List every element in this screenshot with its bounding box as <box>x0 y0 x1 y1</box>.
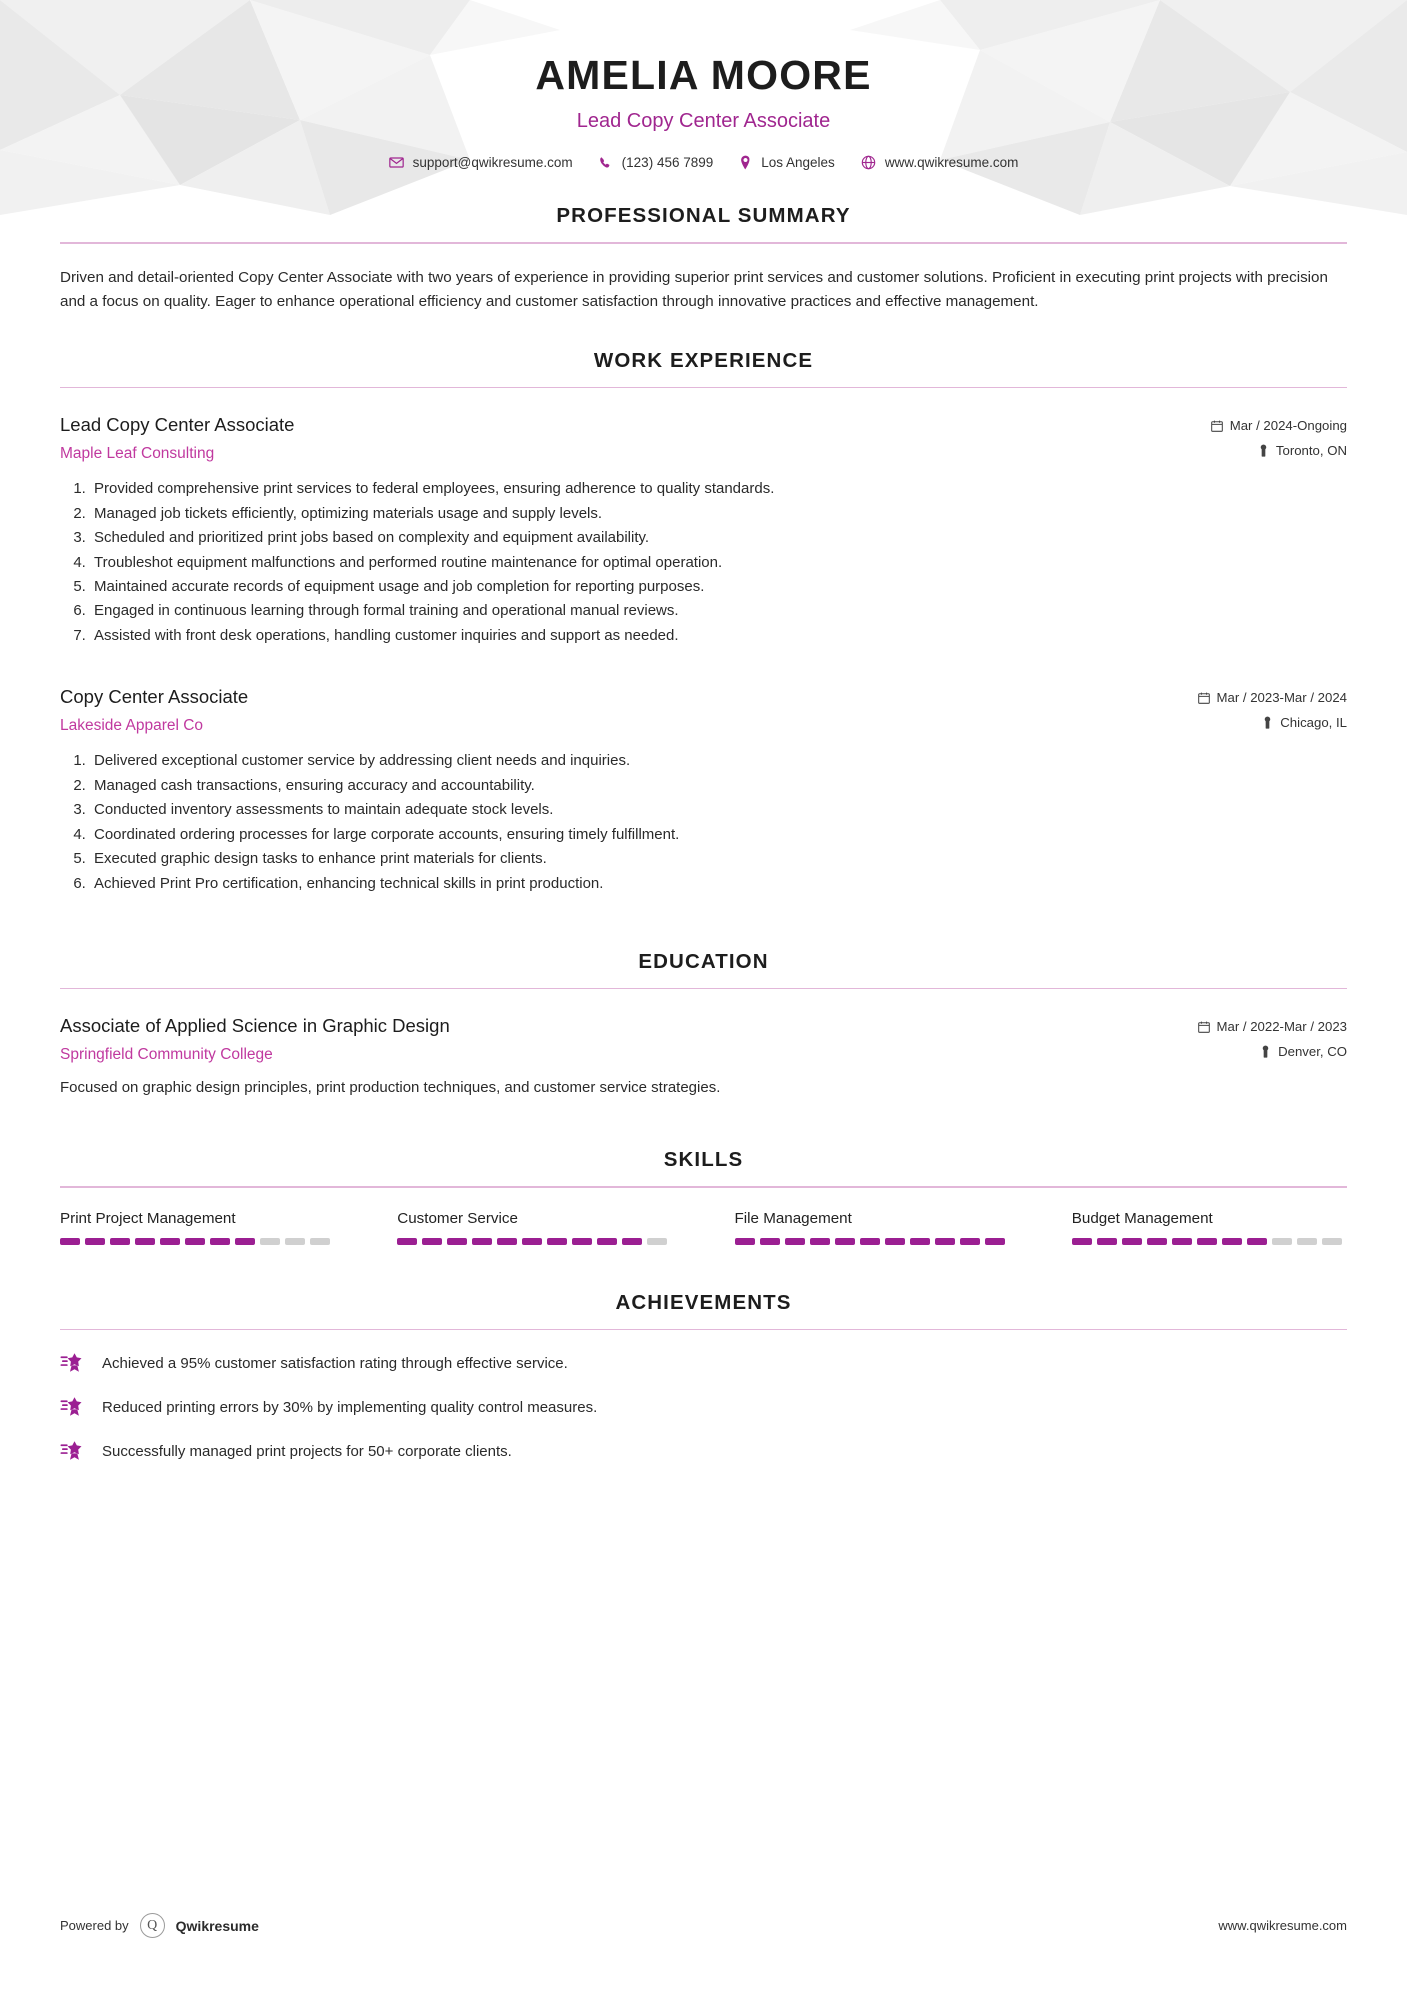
map-pin-icon <box>1258 444 1269 457</box>
bullet-item: 1. Delivered exceptional customer service by addressing client needs and inquiries. <box>90 749 1347 773</box>
bullet-item: 3. Scheduled and prioritized print jobs based on complexity and equipment availability. <box>90 526 1347 550</box>
bullet-item: 3. Conducted inventory assessments to maintain adequate stock levels. <box>90 798 1347 822</box>
achievement-text: Reduced printing errors by 30% by implementing quality control measures. <box>102 1398 598 1416</box>
qwikresume-logo-icon: Q <box>140 1913 165 1938</box>
skill-dash <box>447 1238 467 1245</box>
contact-phone[interactable] <box>599 155 714 170</box>
education-entry <box>60 1015 1347 1100</box>
experience-dates-text: Mar / 2023-Mar / 2024 <box>1216 690 1347 706</box>
skill-dash <box>1122 1238 1142 1245</box>
contact-email-text: support@qwikresume.com <box>412 155 573 170</box>
experience-location <box>1132 443 1347 458</box>
contact-location-text: Los Angeles <box>761 155 835 170</box>
experience-bullets <box>60 749 1347 896</box>
summary-text: Driven and detail-oriented Copy Center Associate with two years of experience in providing superior print services and customer solutions. Proficient in executing print projects with precision and a focus on quality. Eager to enhance operational efficiency and customer satisfaction through innovative practices and effective management. <box>60 268 1328 311</box>
skill-meter <box>60 1238 335 1245</box>
skill-dash <box>1272 1238 1292 1245</box>
bullet-item: 6. Achieved Print Pro certification, enhancing technical skills in print production. <box>90 872 1347 896</box>
envelope-icon <box>389 155 404 170</box>
skill-label: File Management <box>734 1209 852 1227</box>
section-title-achievements: ACHIEVEMENTS <box>615 1290 792 1314</box>
bullet-item: 5. Maintained accurate records of equipment usage and job completion for reporting purposes. <box>90 575 1347 599</box>
skill-meter <box>397 1238 672 1245</box>
section-work-experience <box>60 349 1347 896</box>
experience-location <box>1132 715 1347 730</box>
experience-role: Copy Center Associate <box>60 686 249 708</box>
skill-dash <box>960 1238 980 1245</box>
skill-item <box>1072 1210 1347 1245</box>
experience-dates <box>1132 418 1347 433</box>
achievement-item <box>60 1352 1347 1374</box>
skill-dash <box>1222 1238 1242 1245</box>
footer-brand[interactable] <box>60 1913 259 1938</box>
skill-dash <box>885 1238 905 1245</box>
star-badge-icon <box>60 1396 86 1418</box>
skill-dash <box>735 1238 755 1245</box>
section-achievements <box>60 1291 1347 1463</box>
skill-meter <box>735 1238 1010 1245</box>
skill-label: Budget Management <box>1071 1209 1213 1227</box>
skill-dash <box>860 1238 880 1245</box>
experience-entry <box>60 686 1347 896</box>
contact-website[interactable] <box>861 155 1019 170</box>
achievement-text: Successfully managed print projects for 50+ corporate clients. <box>102 1442 512 1460</box>
skill-dash <box>1172 1238 1192 1245</box>
calendar-icon <box>1198 692 1210 704</box>
bullet-item: 2. Managed job tickets efficiently, optimizing materials usage and supply levels. <box>90 502 1347 526</box>
skill-dash <box>597 1238 617 1245</box>
experience-bullets <box>60 477 1347 648</box>
contact-row <box>60 155 1347 170</box>
skill-dash <box>1072 1238 1092 1245</box>
skill-dash <box>135 1238 155 1245</box>
skill-item <box>60 1210 335 1245</box>
skill-dash <box>1322 1238 1342 1245</box>
globe-icon <box>861 155 876 170</box>
footer-powered-by: Powered by <box>60 1918 129 1933</box>
section-divider <box>60 1186 1347 1188</box>
achievements-list <box>60 1352 1347 1462</box>
skill-meter <box>1072 1238 1347 1245</box>
skill-dash <box>647 1238 667 1245</box>
section-title-experience: WORK EXPERIENCE <box>593 348 814 372</box>
star-badge-icon <box>60 1440 86 1462</box>
page-footer <box>60 1913 1347 1938</box>
bullet-item: 4. Coordinated ordering processes for large corporate accounts, ensuring timely fulfillment. <box>90 823 1347 847</box>
skill-dash <box>160 1238 180 1245</box>
education-dates <box>1132 1019 1347 1034</box>
education-degree: Associate of Applied Science in Graphic Design <box>60 1015 450 1037</box>
skill-dash <box>1297 1238 1317 1245</box>
candidate-name: AMELIA MOORE <box>535 52 872 98</box>
experience-dates-text: Mar / 2024-Ongoing <box>1229 418 1347 434</box>
experience-location-text: Chicago, IL <box>1280 715 1347 731</box>
bullet-item: 2. Managed cash transactions, ensuring accuracy and accountability. <box>90 774 1347 798</box>
achievement-text: Achieved a 95% customer satisfaction rating through effective service. <box>102 1354 568 1372</box>
experience-company: Lakeside Apparel Co <box>60 717 204 735</box>
achievement-item <box>60 1440 1347 1462</box>
bullet-item: 5. Executed graphic design tasks to enhance print materials for clients. <box>90 847 1347 871</box>
skill-dash <box>235 1238 255 1245</box>
footer-brand-name: Qwikresume <box>175 1917 259 1934</box>
section-skills <box>60 1148 1347 1245</box>
skill-dash <box>1197 1238 1217 1245</box>
candidate-job-title: Lead Copy Center Associate <box>576 110 831 132</box>
map-pin-icon <box>1260 1045 1271 1058</box>
skill-dash <box>785 1238 805 1245</box>
skill-dash <box>622 1238 642 1245</box>
skill-dash <box>1147 1238 1167 1245</box>
skill-dash <box>260 1238 280 1245</box>
skill-label: Print Project Management <box>60 1209 236 1227</box>
skill-dash <box>522 1238 542 1245</box>
achievement-item <box>60 1396 1347 1418</box>
education-location-text: Denver, CO <box>1278 1044 1347 1060</box>
location-pin-icon <box>739 155 752 170</box>
skill-dash <box>497 1238 517 1245</box>
star-badge-icon <box>60 1352 86 1374</box>
skill-item <box>397 1210 672 1245</box>
section-divider <box>60 387 1347 389</box>
skill-dash <box>110 1238 130 1245</box>
skill-dash <box>547 1238 567 1245</box>
skill-dash <box>210 1238 230 1245</box>
calendar-icon <box>1198 1021 1210 1033</box>
contact-website-text: www.qwikresume.com <box>884 155 1019 170</box>
education-school: Springfield Community College <box>60 1046 273 1064</box>
phone-icon <box>599 156 613 170</box>
skill-label: Customer Service <box>397 1209 518 1227</box>
contact-phone-text: (123) 456 7899 <box>621 155 714 170</box>
contact-location <box>739 155 835 170</box>
skill-dash <box>810 1238 830 1245</box>
map-pin-icon <box>1262 716 1273 729</box>
footer-url[interactable]: www.qwikresume.com <box>1218 1918 1347 1933</box>
bullet-item: 4. Troubleshot equipment malfunctions and performed routine maintenance for optimal operation. <box>90 551 1347 575</box>
section-divider <box>60 242 1347 244</box>
skill-dash <box>835 1238 855 1245</box>
skill-dash <box>472 1238 492 1245</box>
bullet-item: 1. Provided comprehensive print services to federal employees, ensuring adherence to quality standards. <box>90 477 1347 501</box>
section-title-summary: PROFESSIONAL SUMMARY <box>556 204 851 227</box>
header-name-block <box>60 0 1347 133</box>
skill-dash <box>935 1238 955 1245</box>
section-education <box>60 950 1347 1101</box>
education-dates-text: Mar / 2022-Mar / 2023 <box>1216 1019 1347 1035</box>
calendar-icon <box>1211 420 1223 432</box>
experience-role: Lead Copy Center Associate <box>60 414 295 436</box>
contact-email[interactable] <box>389 155 573 170</box>
section-divider <box>60 988 1347 990</box>
experience-dates <box>1132 690 1347 705</box>
education-description: Focused on graphic design principles, print production techniques, and customer service strategies. <box>60 1079 721 1097</box>
skill-dash <box>422 1238 442 1245</box>
section-professional-summary <box>60 204 1347 315</box>
skill-dash <box>60 1238 80 1245</box>
section-title-skills: SKILLS <box>663 1148 744 1172</box>
skill-item <box>735 1210 1010 1245</box>
bullet-item: 7. Assisted with front desk operations, handling customer inquiries and support as needed. <box>90 624 1347 648</box>
skill-dash <box>185 1238 205 1245</box>
skill-dash <box>1097 1238 1117 1245</box>
experience-location-text: Toronto, ON <box>1275 443 1347 459</box>
skill-dash <box>397 1238 417 1245</box>
skills-grid <box>60 1210 1347 1245</box>
skill-dash <box>285 1238 305 1245</box>
experience-company: Maple Leaf Consulting <box>60 445 215 463</box>
skill-dash <box>910 1238 930 1245</box>
skill-dash <box>760 1238 780 1245</box>
section-divider <box>60 1329 1347 1331</box>
bullet-item: 6. Engaged in continuous learning through formal training and operational manual reviews. <box>90 599 1347 623</box>
skill-dash <box>85 1238 105 1245</box>
skill-dash <box>1247 1238 1267 1245</box>
skill-dash <box>985 1238 1005 1245</box>
skill-dash <box>572 1238 592 1245</box>
skill-dash <box>310 1238 330 1245</box>
experience-entry <box>60 414 1347 648</box>
section-title-education: EDUCATION <box>638 949 769 973</box>
education-location <box>1132 1044 1347 1059</box>
